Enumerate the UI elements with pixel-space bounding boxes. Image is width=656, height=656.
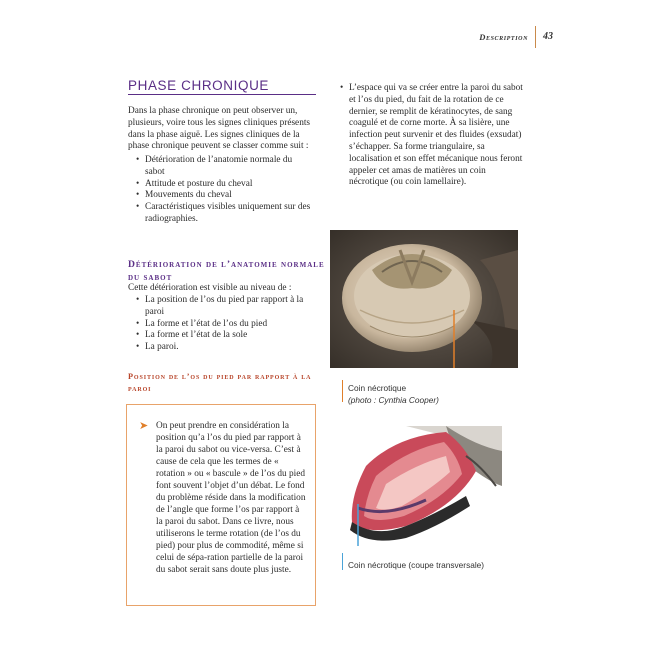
list-item: • Caractéristiques visibles uniquement sur des radiographies. <box>134 202 314 226</box>
arrow-right-icon: ➤ <box>139 419 149 432</box>
deterioration-list <box>134 295 324 354</box>
list-item: • La forme et l’état de l’os du pied <box>134 319 324 331</box>
section-title-rule <box>128 94 316 95</box>
running-header: Description <box>479 32 528 42</box>
list-item: • Attitude et posture du cheval <box>134 179 314 191</box>
list-item: • Mouvements du cheval <box>134 190 314 202</box>
list-item: • La paroi. <box>134 342 324 354</box>
list-item: • La position de l’os du pied par rapport à la paroi <box>134 295 324 319</box>
subsection-title: Détérioration de l’anatomie normale du sabot <box>128 259 325 283</box>
necrotic-wedge-list <box>338 83 523 189</box>
subsection-intro: Cette détérioration est visible au niveau de : <box>128 283 292 293</box>
intro-paragraph: Dans la phase chronique on peut observer un, plusieurs, voire tous les signes cliniques présents dans la phase aiguë. Les signes cliniques de la phase chronique peuvent se classer comme suit : <box>128 106 311 152</box>
list-item: • La forme et l’état de la sole <box>134 330 324 342</box>
caption-marker <box>342 553 343 570</box>
photo1-credit: (photo : Cynthia Cooper) <box>348 395 439 405</box>
clinical-signs-list <box>134 155 314 226</box>
header-separator <box>535 26 536 48</box>
subsubsection-title: Position de l’os du pied par rapport à la paroi <box>128 372 312 393</box>
section-title: PHASE CHRONIQUE <box>128 78 270 93</box>
hoof-cross-section-photo <box>346 426 502 546</box>
list-item: • L’espace qui va se créer entre la paroi du sabot et l’os du pied, du fait de la rotation de ce dernier, se remplit de kératinocytes, de sang coagulé et de corne morte. À sa lisière, une infection peut survenir et des fluides (exsudat) s’échapper. Sa forme triangulaire, sa localisation et son effet mécanique nous feront appeler cet amas de matières un coin nécrotique (ou coin lamellaire). <box>338 83 523 189</box>
hoof-sole-photo <box>330 230 518 368</box>
caption-marker <box>342 380 343 402</box>
photo1-caption: Coin nécrotique <box>348 383 407 393</box>
note-box-text: On peut prendre en considération la position qu’a l’os du pied par rapport à la paroi du sabot ou vice-versa. C’est à cause de cela que les termes de « rotation » ou « bascule » de l’os du pied font souvent l’objet d’un débat. Le fond du problème réside dans la modification de l’angle que forme l’os par rapport à la paroi du sabot. Dans ce livre, nous utiliserons le terme rotation (de l’os du pied) pour plus de commodité, même si celui de sépa-ration partielle de la paroi du sabot serait sans doute plus juste. <box>156 421 306 575</box>
photo2-caption: Coin nécrotique (coupe transversale) <box>348 560 485 570</box>
list-item: • Détérioration de l’anatomie normale du sabot <box>134 155 314 179</box>
page-number: 43 <box>543 31 553 42</box>
